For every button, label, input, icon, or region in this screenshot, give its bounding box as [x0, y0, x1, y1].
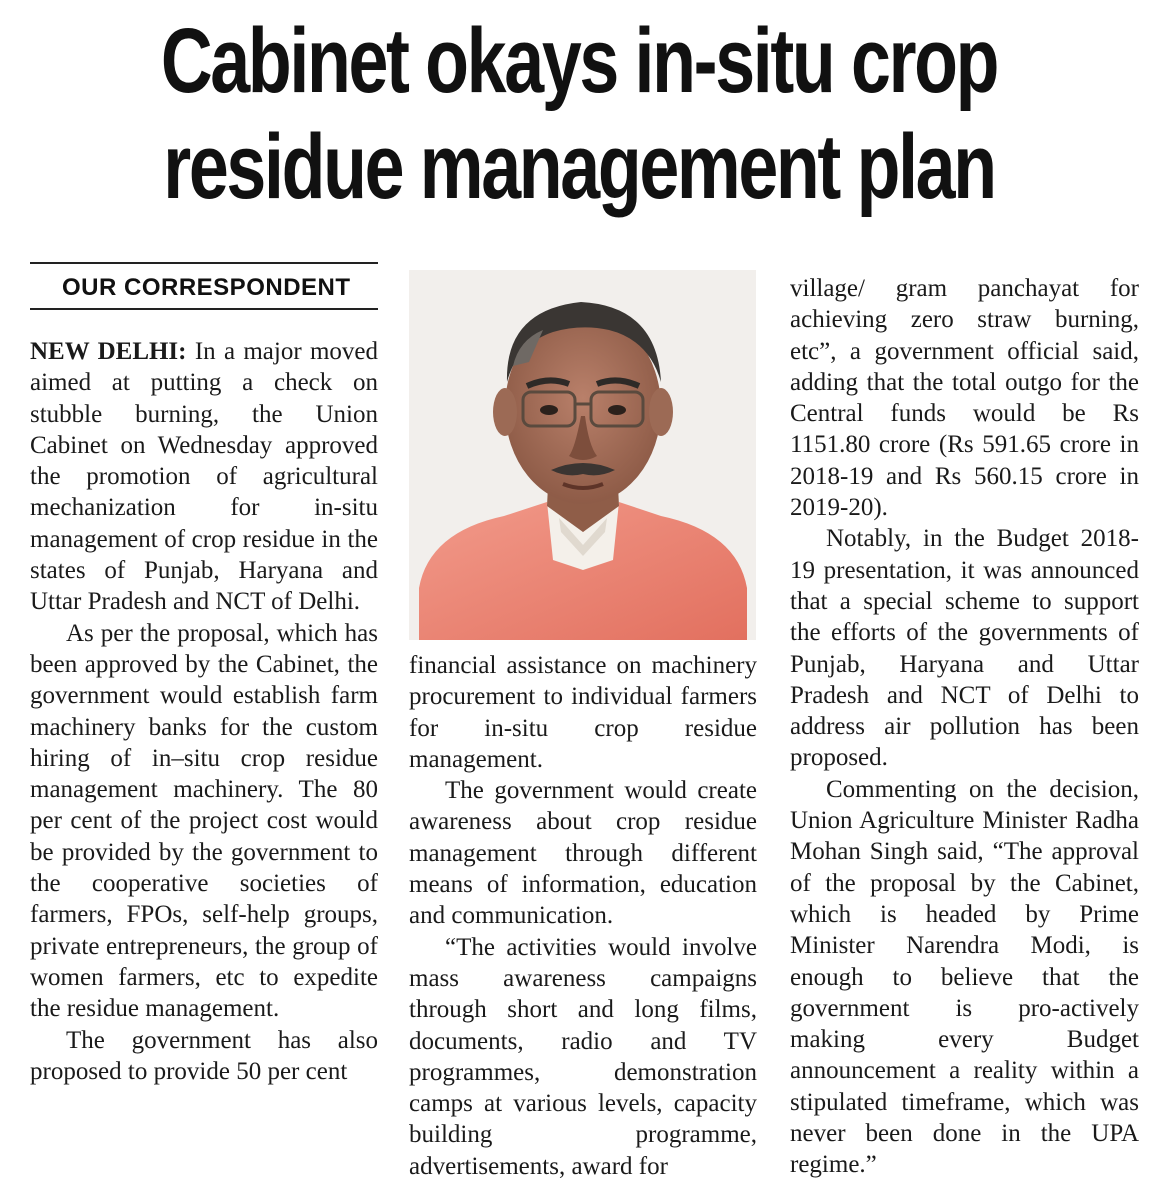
- headline-line-2: residue management plan: [163, 116, 995, 218]
- article-column-1: [30, 336, 378, 1087]
- paragraph-3: The government has also proposed to provide 50 per cent: [30, 1026, 378, 1085]
- byline: OUR CORRESPONDENT: [62, 274, 351, 301]
- article-column-3: [790, 273, 1139, 1181]
- paragraph-9: Commenting on the decision, Union Agriculture Minister Radha Mohan Singh said, “The approval of the proposal by the Cabinet, which is headed by Prime Minister Narendra Modi, is enough to believe that the government is pro-actively making every Budget announcement a reality within a stipulated timeframe, which was never been done in the UPA regime.”: [790, 775, 1139, 1179]
- paragraph-2: As per the proposal, which has been approved by the Cabinet, the government would establish farm machinery banks for the custom hiring of in–situ crop residue management machinery. The 80 per cent of the project cost would be provided by the government to the cooperative societies of farmers, FPOs, self-help groups, private entrepreneurs, the group of women farmers, etc to expedite the residue management.: [30, 619, 378, 1023]
- paragraph-5: The government would create awareness about crop residue management through different means of information, education and communication.: [409, 777, 757, 930]
- paragraph-8: Notably, in the Budget 2018-19 presentation, it was announced that a special scheme to support the efforts of the governments of Punjab, Haryana and Uttar Pradesh and NCT of Delhi to address air pollution has been proposed.: [790, 525, 1139, 772]
- paragraph-1: [30, 336, 378, 618]
- paragraph-4: financial assistance on machinery procurement to individual farmers for in-situ crop residue management.: [409, 652, 757, 773]
- paragraph-7: village/ gram panchayat for achieving zero straw burning, etc”, a government official said, adding that the total outgo for the Central funds would be Rs 1151.80 crore (Rs 591.65 crore in 2018-19 and Rs 560.15 crore in 2019-20).: [790, 275, 1139, 522]
- paragraph-1-text: In a major moved aimed at putting a check on stubble burning, the Union Cabinet on Wednesday approved the promotion of agricultural mechanization for in-situ management of crop residue in the states of Punjab, Haryana and Uttar Pradesh and NCT of Delhi.: [30, 338, 379, 616]
- dateline: NEW DELHI:: [30, 338, 187, 365]
- paragraph-6: “The activities would involve mass awareness campaigns through short and long films, documents, radio and TV programmes, demonstration camps at various levels, capacity building programme, advertisements, award for: [409, 933, 757, 1180]
- byline-box: [30, 262, 378, 310]
- headline: [127, 8, 1030, 220]
- headline-line-1: Cabinet okays in-situ crop: [160, 10, 998, 112]
- article-column-2: [409, 650, 757, 1182]
- minister-portrait-photo: [409, 270, 756, 640]
- portrait-illustration: [409, 270, 756, 640]
